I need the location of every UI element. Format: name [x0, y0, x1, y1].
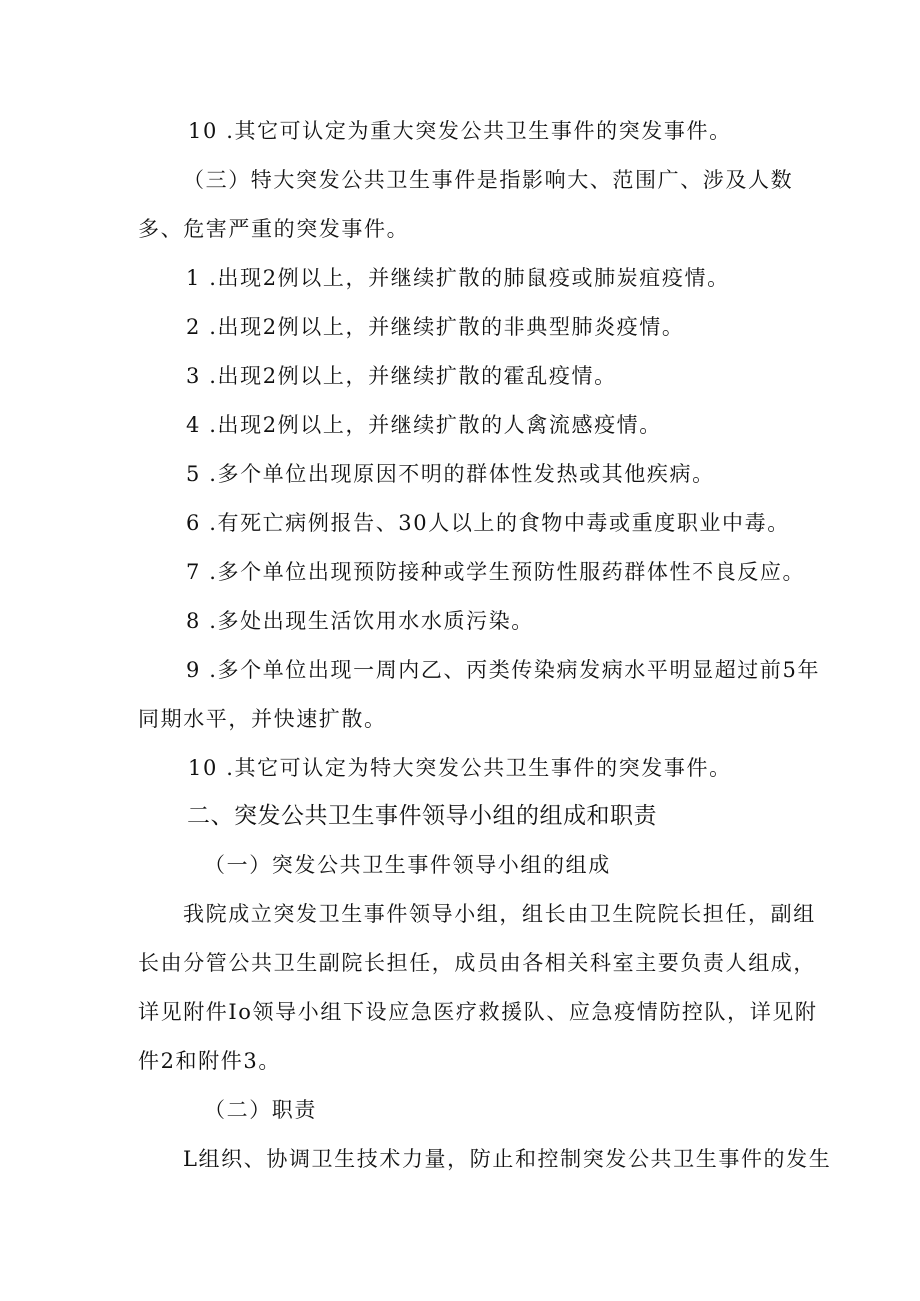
item-3: 3 .出现2例以上，并继续扩散的霍乱疫情。 [186, 364, 617, 388]
item-2: 2 .出现2例以上，并继续扩散的非典型肺炎疫情。 [186, 315, 685, 339]
subsection-2-title: （二）职责 [204, 1098, 317, 1122]
item-8: 8 .多处出现生活饮用水水质污染。 [186, 609, 534, 633]
paragraph-line-2: 长由分管公共卫生副院长担任，成员由各相关科室主要负责人组成， [138, 951, 816, 975]
section-3-definition-cont: 多、危害严重的突发事件。 [138, 217, 410, 241]
duty-item-1: L组织、协调卫生技术力量，防止和控制突发公共卫生事件的发生 [183, 1147, 832, 1171]
item-9: 9 .多个单位出现一周内乙、丙类传染病发病水平明显超过前5年 [186, 658, 821, 682]
item-5: 5 .多个单位出现原因不明的群体性发热或其他疾病。 [186, 462, 715, 486]
section-3-definition: （三）特大突发公共卫生事件是指影响大、范围广、涉及人数 [183, 168, 794, 192]
paragraph-line-3: 详见附件Io领导小组下设应急医疗救援队、应急疫情防控队，详见附 [138, 1000, 818, 1024]
item-6: 6 .有死亡病例报告、30人以上的食物中毒或重度职业中毒。 [186, 511, 790, 535]
item-7: 7 .多个单位出现预防接种或学生预防性服药群体性不良反应。 [186, 560, 806, 584]
section-heading-2: 二、突发公共卫生事件领导小组的组成和职责 [187, 803, 657, 829]
item-10-major-event: 10 .其它可认定为重大突发公共卫生事件的突发事件。 [188, 119, 732, 143]
item-1: 1 .出现2例以上，并继续扩散的肺鼠疫或肺炭疽疫情。 [186, 266, 730, 290]
paragraph-line-4: 件2和附件3。 [138, 1049, 281, 1073]
item-4: 4 .出现2例以上，并继续扩散的人禽流感疫情。 [186, 413, 662, 437]
paragraph-line-1: 我院成立突发卫生事件领导小组，组长由卫生院院长担任，副组 [183, 902, 816, 926]
subsection-1-title: （一）突发公共卫生事件领导小组的组成 [204, 853, 611, 877]
item-9-cont: 同期水平，并快速扩散。 [138, 707, 387, 731]
item-10-extra-major-event: 10 .其它可认定为特大突发公共卫生事件的突发事件。 [188, 756, 732, 780]
